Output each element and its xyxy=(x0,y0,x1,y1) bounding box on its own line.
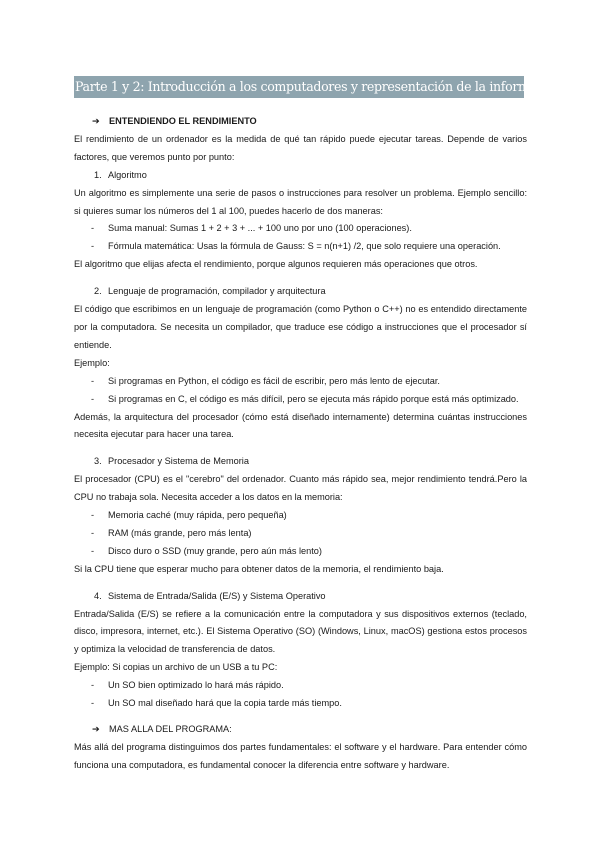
list-item: - Disco duro o SSD (muy grande, pero aún más lento) xyxy=(91,545,322,556)
numbered-item-2: 2. Lenguaje de programación, compilador y arquitectura xyxy=(94,286,326,297)
arrow-icon: ➔ xyxy=(92,116,100,126)
paragraph-intro: El rendimiento de un ordenador es la medida de qué tan rápido puede ejecutar tareas. Depende de varios factores, que veremos punto por punto: xyxy=(74,133,527,162)
list-item: - RAM (más grande, pero más lenta) xyxy=(91,527,252,538)
section-heading-mas-alla: ➔ MAS ALLA DEL PROGRAMA: xyxy=(74,721,527,739)
document-body xyxy=(74,113,527,775)
numbered-item-4: 4. Sistema de Entrada/Salida (E/S) y Sistema Operativo xyxy=(94,590,326,601)
numbered-item-1: 1. Algoritmo xyxy=(94,169,147,180)
paragraph-entrada-salida: Entrada/Salida (E/S) se refiere a la comunicación entre la computadora y sus dispositivos externos (teclado, disco, impresora, internet, etc.). El Sistema Operativo (SO) (Windows, Linux, macOS) gestiona estos procesos y optimiza la velocidad de transferencia de datos. xyxy=(74,608,527,655)
list-item: - Si programas en C, el código es más difícil, pero se ejecuta más rápido porque está más optimizado. xyxy=(91,393,519,404)
section-heading-rendimiento: ➔ ENTENDIENDO EL RENDIMIENTO xyxy=(74,113,527,131)
paragraph-cpu: El procesador (CPU) es el "cerebro" del ordenador. Cuanto más rápido sea, mejor rendimiento tendrá.Pero la CPU no trabaja sola. Necesita acceder a los datos en la memoria: xyxy=(74,474,527,503)
paragraph-ejemplo: Ejemplo: xyxy=(74,357,110,368)
paragraph-algoritmo: Un algoritmo es simplemente una serie de pasos o instrucciones para resolver un problema. Ejemplo sencillo: si quieres sumar los números del 1 al 100, puedes hacerlo de dos maneras: xyxy=(74,187,527,216)
arrow-icon: ➔ xyxy=(92,724,100,734)
paragraph-cpu-end: Si la CPU tiene que esperar mucho para obtener datos de la memoria, el rendimiento baja. xyxy=(74,563,444,574)
list-item: - Un SO mal diseñado hará que la copia tarde más tiempo. xyxy=(91,698,342,709)
paragraph-final: Más allá del programa distinguimos dos partes fundamentales: el software y el hardware. Para entender cómo funciona una computadora, es fundamental conocer la diferencia entre software y hardware. xyxy=(74,741,527,770)
page-title: Parte 1 y 2: Introducción a los computadores y representación de la información xyxy=(75,79,563,94)
list-item: - Fórmula matemática: Usas la fórmula de Gauss: S = n(n+1) /2, que solo requiere una operación. xyxy=(91,241,501,252)
paragraph-algoritmo-end: El algoritmo que elijas afecta el rendimiento, porque algunos requieren más operaciones que otros. xyxy=(74,259,478,270)
list-item: - Si programas en Python, el código es fácil de escribir, pero más lento de ejecutar. xyxy=(91,375,440,386)
paragraph-lenguaje: El código que escribimos en un lenguaje de programación (como Python o C++) no es entendido directamente por la computadora. Se necesita un compilador, que traduce ese código a instrucciones que el procesador sí entiende. xyxy=(74,304,527,350)
paragraph-io-ejemplo: Ejemplo: Si copias un archivo de un USB a tu PC: xyxy=(74,662,278,673)
list-item: - Memoria caché (muy rápida, pero pequeña) xyxy=(91,510,287,521)
title-banner xyxy=(74,76,563,98)
numbered-item-3: 3. Procesador y Sistema de Memoria xyxy=(94,456,249,467)
list-item: - Un SO bien optimizado lo hará más rápido. xyxy=(91,680,284,691)
paragraph-arquitectura: Además, la arquitectura del procesador (cómo está diseñado internamente) determina cuántas instrucciones necesita ejecutar para hacer una tarea. xyxy=(74,411,527,440)
list-item: - Suma manual: Sumas 1 + 2 + 3 + ... + 100 uno por uno (100 operaciones). xyxy=(91,223,412,234)
